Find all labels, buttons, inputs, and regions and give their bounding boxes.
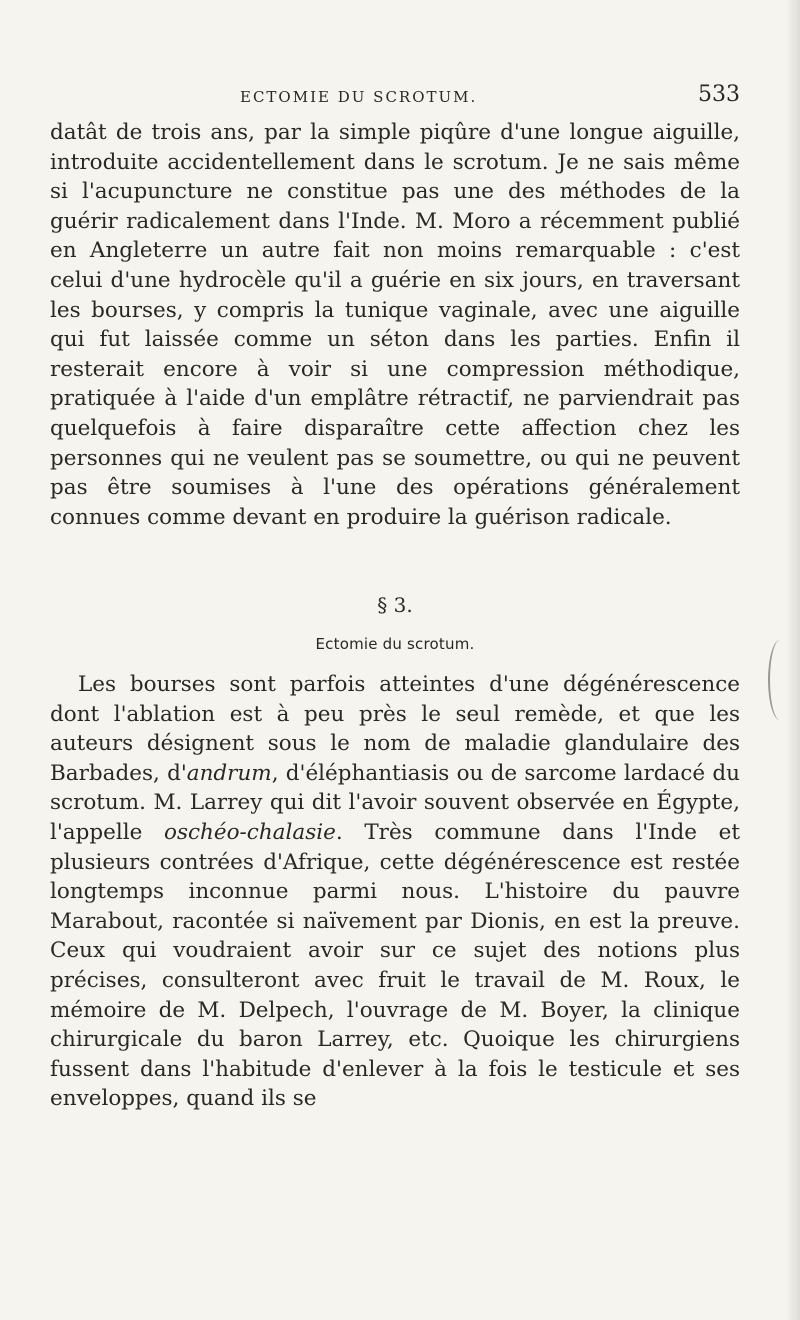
- section-heading: [50, 591, 740, 655]
- running-head: [50, 80, 740, 120]
- paragraph-2-part-1: Les bourses sont parfois atteintes d'une dégénérescence dont l'ablation est à peu près le seul remède, et que les auteurs désignent sous le nom de maladie glandulaire des Barbades, d': [50, 672, 740, 786]
- paragraph-2: [50, 670, 740, 1114]
- page-number: 533: [698, 82, 740, 107]
- running-title: ECTOMIE DU SCROTUM.: [240, 88, 478, 106]
- paragraph-2-italic-andrum: andrum: [186, 760, 272, 786]
- paragraph-2-part-2: , d'éléphantiasis ou de sarcome lardacé du scrotum. M. Larrey qui dit l'avoir souvent observée en Égypte, l'appelle: [50, 760, 740, 845]
- paragraph-2-part-3: . Très commune dans l'Inde et plusieurs contrées d'Afrique, cette dégénérescence est restée longtemps inconnue parmi nous. L'histoire du pauvre Marabout, racontée si naïvement par Dionis, en est la preuve. Ceux qui voudraient avoir sur ce sujet des notions plus précises, consulteront avec fruit le travail de M. Roux, le mémoire de M. Delpech, l'ouvrage de M. Boyer, la clinique chirurgicale du baron Larrey, etc. Quoique les chirurgiens fussent dans l'habitude d'enlever à la fois le testicule et ses enveloppes, quand ils se: [50, 819, 740, 1112]
- page-edge-mark: [768, 640, 792, 720]
- section-title: Ectomie du scrotum.: [315, 635, 475, 653]
- paragraph-2-text: [50, 670, 740, 1114]
- paragraph-1-text: datât de trois ans, par la simple piqûre d'une longue aiguille, introduite accidentellement dans le scrotum. Je ne sais même si l'acupuncture ne constitue pas une des méthodes de la guérir radicalement dans l'Inde. M. Moro a récemment publié en Angleterre un autre fait non moins remarquable : c'est celui d'une hydrocèle qu'il a guérie en six jours, en traversant les bourses, y compris la tunique vaginale, avec une aiguille qui fut laissée comme un séton dans les parties. Enfin il resterait encore à voir si une compression méthodique, pratiquée à l'aide d'un emplâtre rétractif, ne parviendrait pas quelquefois à faire disparaître cette affection chez les personnes qui ne veulent pas se soumettre, ou qui ne peuvent pas être soumises à l'une des opérations généralement connues comme devant en produire la guérison radicale.: [50, 120, 740, 530]
- section-number: § 3.: [377, 593, 413, 617]
- paragraph-2-italic-oscheo: oschéo-chalasie: [164, 819, 336, 845]
- paragraph-continued: [50, 118, 740, 532]
